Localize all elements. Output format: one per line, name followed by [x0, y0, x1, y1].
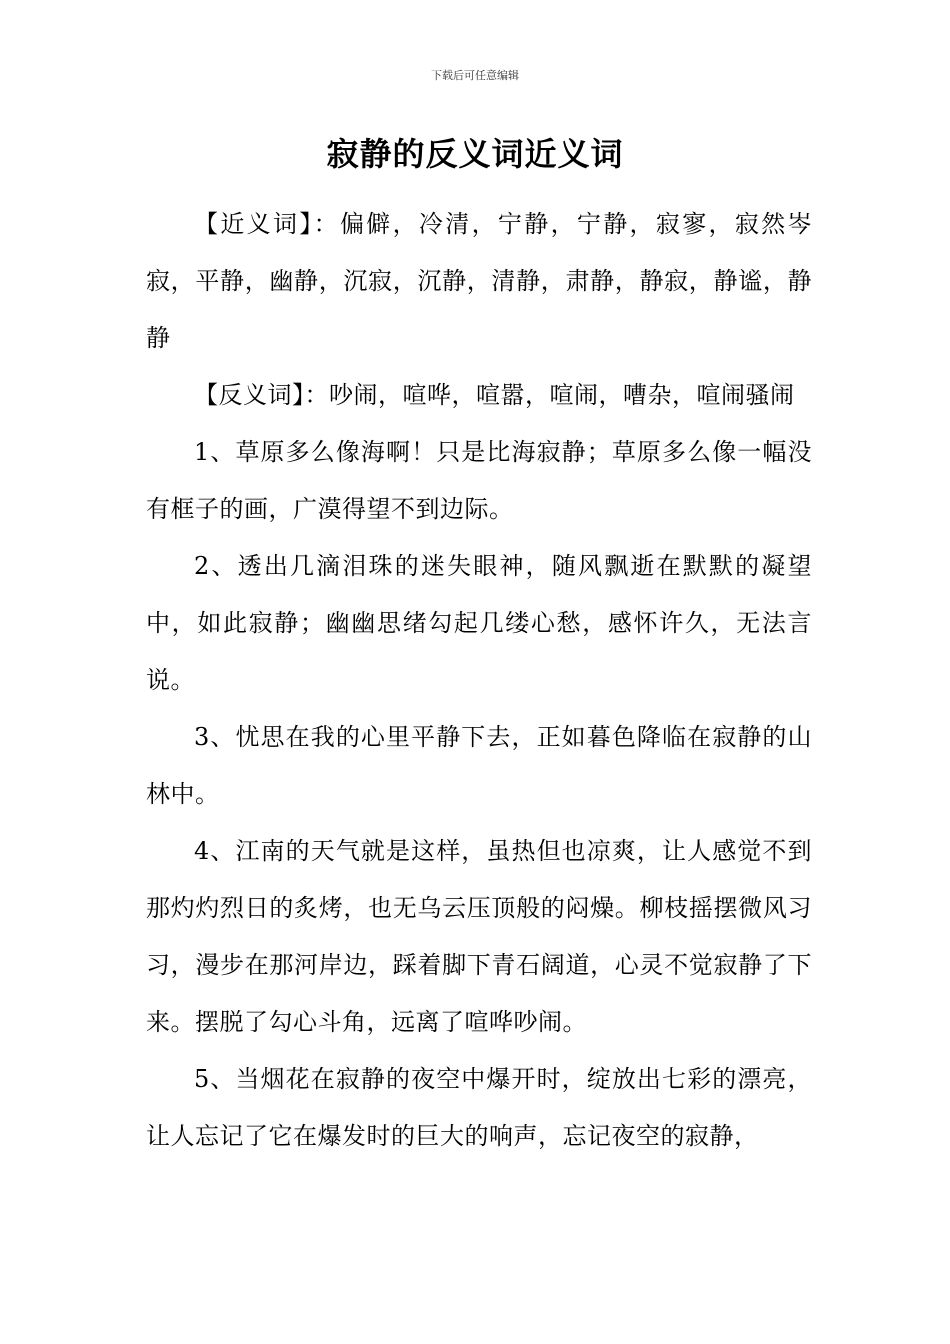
example-sentence-2: 2、透出几滴泪珠的迷失眼神，随风飘逝在默默的凝望中，如此寂静；幽幽思绪勾起几缕心愁，感怀许久，无法言说。 — [146, 552, 812, 694]
synonyms-paragraph: 【近义词】：偏僻，冷清，宁静，宁静，寂寥，寂然岑寂，平静，幽静，沉寂，沉静，清静，肃静，静寂，静谧，静静 — [146, 210, 812, 352]
document-body — [146, 196, 812, 1165]
header-note: 下载后可任意编辑 — [431, 69, 519, 82]
example-sentence-3: 3、忧思在我的心里平静下去，正如暮色降临在寂静的山林中。 — [146, 723, 812, 808]
example-sentence-1: 1、草原多么像海啊！只是比海寂静；草原多么像一幅没有框子的画，广漠得望不到边际。 — [146, 438, 812, 523]
page-title: 寂静的反义词近义词 — [326, 135, 624, 173]
example-sentence-4: 4、江南的天气就是这样，虽热但也凉爽，让人感觉不到那灼灼烈日的炙烤，也无乌云压顶般的闷燥。柳枝摇摆微风习习，漫步在那河岸边，踩着脚下青石阔道，心灵不觉寂静了下来。摆脱了勾心斗角，远离了喧哗吵闹。 — [146, 837, 812, 1036]
example-sentence-5: 5、当烟花在寂静的夜空中爆开时，绽放出七彩的漂亮，让人忘记了它在爆发时的巨大的响声，忘记夜空的寂静， — [146, 1065, 812, 1150]
antonyms-paragraph: 【反义词】：吵闹，喧哗，喧嚣，喧闹，嘈杂，喧闹骚闹 — [194, 381, 795, 409]
